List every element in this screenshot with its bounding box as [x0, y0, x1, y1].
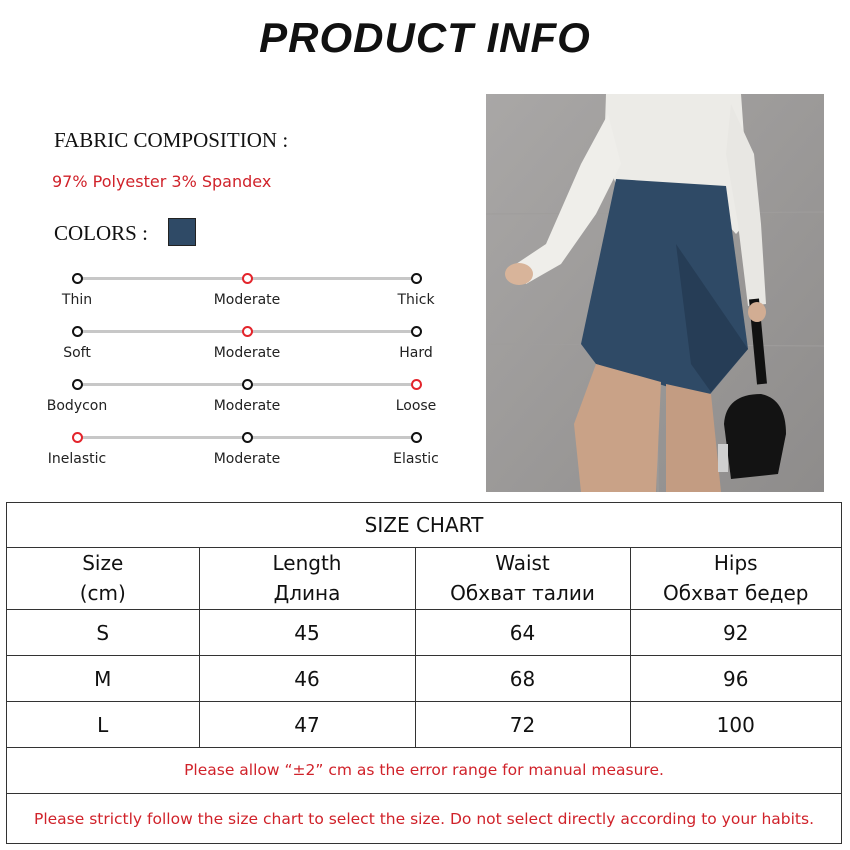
scale-dot	[72, 379, 83, 390]
attribute-scale	[0, 323, 480, 371]
product-photo-image	[486, 94, 824, 492]
page-title: PRODUCT INFO	[259, 14, 591, 61]
scale-dot-selected	[411, 379, 422, 390]
table-cell: 96	[630, 656, 841, 702]
color-swatch-navy[interactable]	[168, 218, 196, 246]
header-cell-waist	[415, 547, 630, 610]
header-cell-size	[7, 547, 199, 610]
scale-label: Thin	[61, 292, 93, 308]
header-line: Hips	[713, 551, 758, 575]
scale-label: Loose	[395, 398, 437, 414]
scale-label: Elastic	[393, 451, 439, 467]
scale-dot	[242, 432, 253, 443]
table-cell: L	[7, 702, 199, 748]
scale-dot	[242, 379, 253, 390]
size-chart	[6, 502, 842, 844]
scale-dot	[72, 326, 83, 337]
table-cell: 100	[630, 702, 841, 748]
fabric-composition-label: FABRIC COMPOSITION :	[54, 128, 289, 152]
header-line: Обхват бедер	[663, 581, 809, 605]
scale-dot-selected	[242, 273, 253, 284]
attribute-scale	[0, 429, 480, 477]
header-line: Waist	[495, 551, 550, 575]
table-cell: 72	[415, 702, 630, 748]
scale-dot	[411, 432, 422, 443]
table-cell: 47	[199, 702, 415, 748]
scale-label: Soft	[63, 345, 91, 361]
size-selection-note: Please strictly follow the size chart to select the size. Do not select directly according to your habits.	[33, 810, 815, 828]
table-cell: S	[7, 610, 199, 656]
fabric-composition-value: 97% Polyester 3% Spandex	[52, 172, 272, 191]
attribute-scale	[0, 376, 480, 424]
scale-label: Hard	[399, 345, 433, 361]
table-cell: 46	[199, 656, 415, 702]
header-line: Обхват талии	[450, 581, 595, 605]
scale-dot	[72, 273, 83, 284]
header-line: Length	[272, 551, 342, 575]
header-line: (cm)	[79, 581, 126, 605]
table-header-row	[7, 547, 841, 610]
scale-label: Thick	[397, 292, 435, 308]
scale-dot	[411, 273, 422, 284]
header-line: Size	[82, 551, 124, 575]
table-cell: 68	[415, 656, 630, 702]
table-row	[7, 610, 841, 656]
product-photo-illustration	[486, 94, 824, 492]
size-chart-table	[7, 547, 841, 748]
scale-label: Moderate	[213, 345, 281, 361]
table-cell: M	[7, 656, 199, 702]
header-cell-hips	[630, 547, 841, 610]
size-chart-title: SIZE CHART	[7, 503, 841, 548]
table-cell: 45	[199, 610, 415, 656]
scale-label: Bodycon	[46, 398, 108, 414]
table-row	[7, 702, 841, 748]
table-cell: 92	[630, 610, 841, 656]
measurement-error-note: Please allow “±2” cm as the error range for manual measure.	[7, 747, 841, 794]
attribute-scale	[0, 270, 480, 318]
scale-dot-selected	[72, 432, 83, 443]
scale-label: Moderate	[213, 451, 281, 467]
scale-label: Inelastic	[47, 451, 107, 467]
header-cell-length	[199, 547, 415, 610]
scale-label: Moderate	[213, 398, 281, 414]
scale-label: Moderate	[213, 292, 281, 308]
table-cell: 64	[415, 610, 630, 656]
header-line: Длина	[273, 581, 341, 605]
table-row	[7, 656, 841, 702]
scale-dot	[411, 326, 422, 337]
colors-label: COLORS :	[54, 221, 148, 245]
scale-dot-selected	[242, 326, 253, 337]
